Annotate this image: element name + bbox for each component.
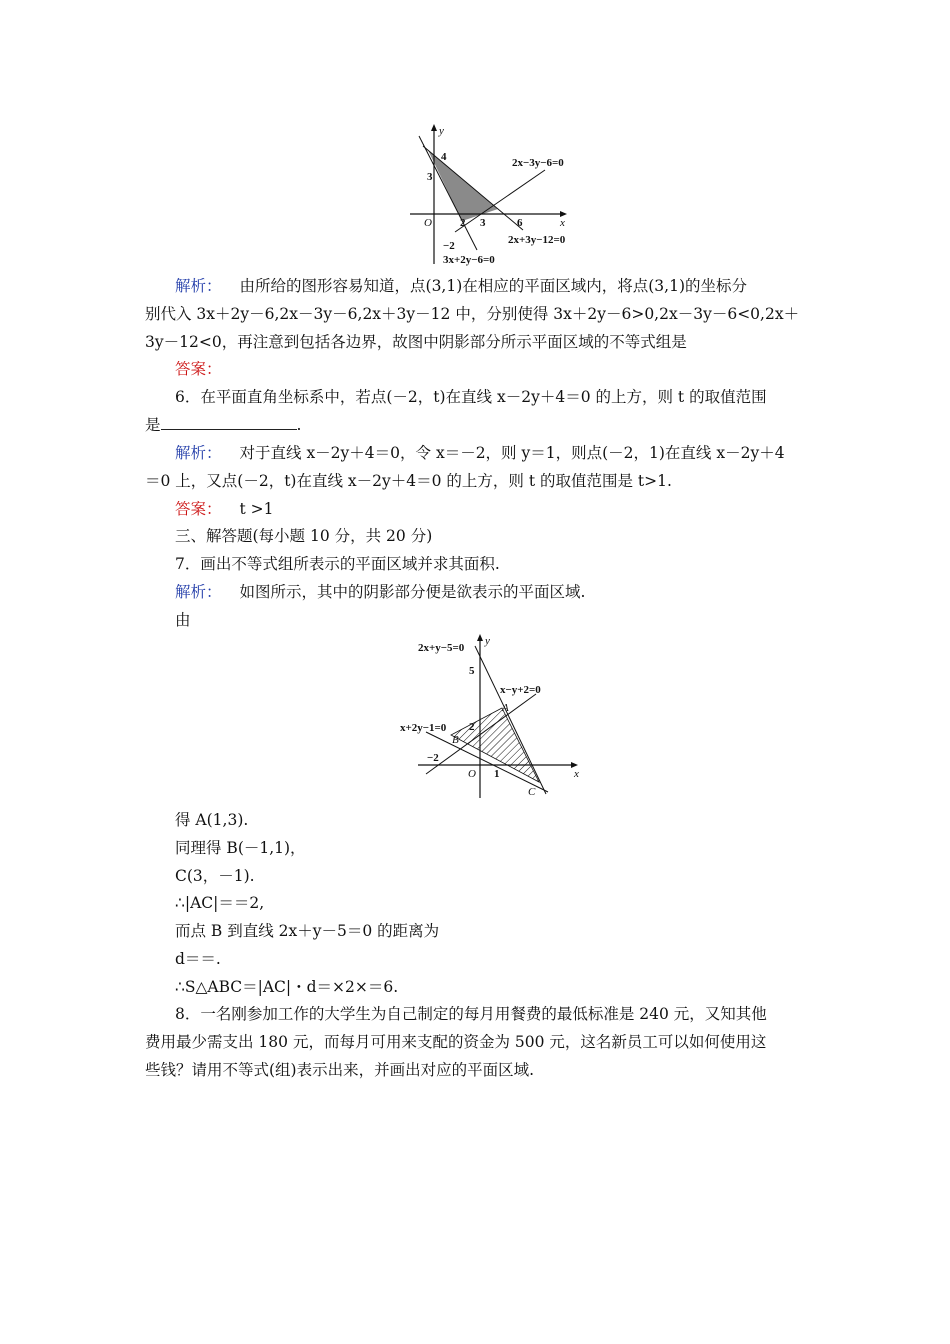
figure-2-region-graph bbox=[396, 632, 586, 800]
tick-label-4: 4 bbox=[441, 151, 447, 163]
q6-stem-line-2 bbox=[145, 411, 810, 439]
tick-label-3-y: 3 bbox=[427, 171, 433, 183]
q6-analysis-label: 解析： bbox=[175, 444, 222, 462]
q5-analysis-line-1 bbox=[175, 272, 810, 300]
point-b-label: B bbox=[452, 734, 459, 746]
q6-analysis-line-2: ＝0 上，又点(－2，t)在直线 x－2y＋4＝0 的上方，则 t 的取值范围是 t>1. bbox=[145, 472, 672, 490]
q7-area: ∴S△ABC＝|AC|・d＝×2×＝6. bbox=[175, 978, 399, 996]
label-2x+3y-12: 2x+3y−12=0 bbox=[508, 234, 566, 246]
q5-analysis-label: 解析： bbox=[175, 277, 222, 295]
tick-label-2: 2 bbox=[460, 217, 466, 229]
q7-ac-length: ∴|AC|＝＝2, bbox=[175, 894, 265, 912]
q7-analysis-text: 如图所示，其中的阴影部分便是欲表示的平面区域. bbox=[239, 583, 586, 601]
q6-analysis-line-1 bbox=[175, 439, 810, 467]
tick-label-3-x: 3 bbox=[480, 217, 486, 229]
q6-stem-prefix: 是 bbox=[145, 416, 161, 434]
q6-answer-line bbox=[175, 495, 810, 523]
q8-line-1: 8．一名刚参加工作的大学生为自己制定的每月用餐费的最低标准是 240 元，又知其他 bbox=[175, 1005, 767, 1023]
q6-stem-line-1: 6．在平面直角坐标系中，若点(－2，t)在直线 x－2y＋4＝0 的上方，则 t 的取值范围 bbox=[175, 388, 767, 406]
shaded-region bbox=[428, 150, 498, 221]
x-axis-label: x bbox=[560, 217, 565, 229]
q5-analysis-text-1: 由所给的图形容易知道，点(3,1)在相应的平面区域内，将点(3,1)的坐标分 bbox=[239, 277, 748, 295]
q7-d-value: d＝＝. bbox=[175, 950, 221, 968]
origin-label: O bbox=[468, 768, 476, 780]
tick-label-neg2: −2 bbox=[427, 752, 439, 764]
q5-answer-label: 答案： bbox=[175, 360, 222, 378]
q7-analysis-line bbox=[175, 578, 810, 606]
q6-answer-blank bbox=[161, 413, 297, 430]
tick-label-1: 1 bbox=[494, 768, 500, 780]
label-2x+y-5: 2x+y−5=0 bbox=[418, 642, 465, 654]
q7-stem: 7．画出不等式组所表示的平面区域并求其面积. bbox=[175, 555, 500, 573]
q7-analysis-label: 解析： bbox=[175, 583, 222, 601]
q7-point-a: 得 A(1,3). bbox=[175, 811, 249, 829]
y-axis-label: y bbox=[485, 635, 490, 647]
q6-stem-suffix: . bbox=[296, 416, 302, 434]
q7-distance-text: 而点 B 到直线 2x＋y－5＝0 的距离为 bbox=[175, 922, 440, 940]
q6-answer-value: t >1 bbox=[239, 500, 274, 518]
x-axis-label: x bbox=[574, 768, 579, 780]
label-x-y+2: x−y+2=0 bbox=[500, 684, 541, 696]
y-arrow-icon bbox=[431, 124, 437, 131]
tick-label-6: 6 bbox=[517, 217, 523, 229]
tick-label-neg2: −2 bbox=[443, 240, 455, 252]
y-arrow-icon bbox=[477, 634, 483, 641]
point-c-label: C bbox=[528, 786, 536, 798]
q5-analysis-line-3: 3y－12<0，再注意到包括各边界，故图中阴影部分所示平面区域的不等式组是 bbox=[145, 333, 687, 351]
q8-line-2: 费用最少需支出 180 元，而每月可用来支配的资金为 500 元，这名新员工可以如何使用这 bbox=[145, 1033, 767, 1051]
q6-answer-label: 答案： bbox=[175, 500, 222, 518]
q5-analysis-line-2: 别代入 3x＋2y－6,2x－3y－6,2x＋3y－12 中，分别使得 3x＋2y－6>0,2x－3y－6<0,2x＋ bbox=[145, 305, 800, 323]
q7-point-c: C(3，－1). bbox=[175, 867, 255, 885]
q7-you: 由 bbox=[175, 611, 191, 629]
q7-point-b: 同理得 B(－1,1)， bbox=[175, 839, 306, 857]
q6-analysis-text-1: 对于直线 x－2y＋4＝0，令 x＝－2，则 y＝1，则点(－2，1)在直线 x－2y＋4 bbox=[239, 444, 785, 462]
figure-1-region-graph bbox=[405, 122, 590, 270]
y-axis-label: y bbox=[439, 125, 444, 137]
section-3-title: 三、解答题(每小题 10 分，共 20 分) bbox=[175, 527, 433, 545]
origin-label: O bbox=[424, 217, 432, 229]
tick-label-2: 2 bbox=[469, 721, 475, 733]
label-2x-3y-6: 2x−3y−6=0 bbox=[512, 157, 564, 169]
q8-line-3: 些钱？请用不等式(组)表示出来，并画出对应的平面区域. bbox=[145, 1061, 535, 1079]
tick-label-5: 5 bbox=[469, 665, 475, 677]
line-2x+3y-12 bbox=[423, 146, 523, 230]
point-a-label: A bbox=[502, 702, 509, 714]
label-3x+2y-6: 3x+2y−6=0 bbox=[443, 254, 495, 266]
label-x+2y-1: x+2y−1=0 bbox=[400, 722, 447, 734]
